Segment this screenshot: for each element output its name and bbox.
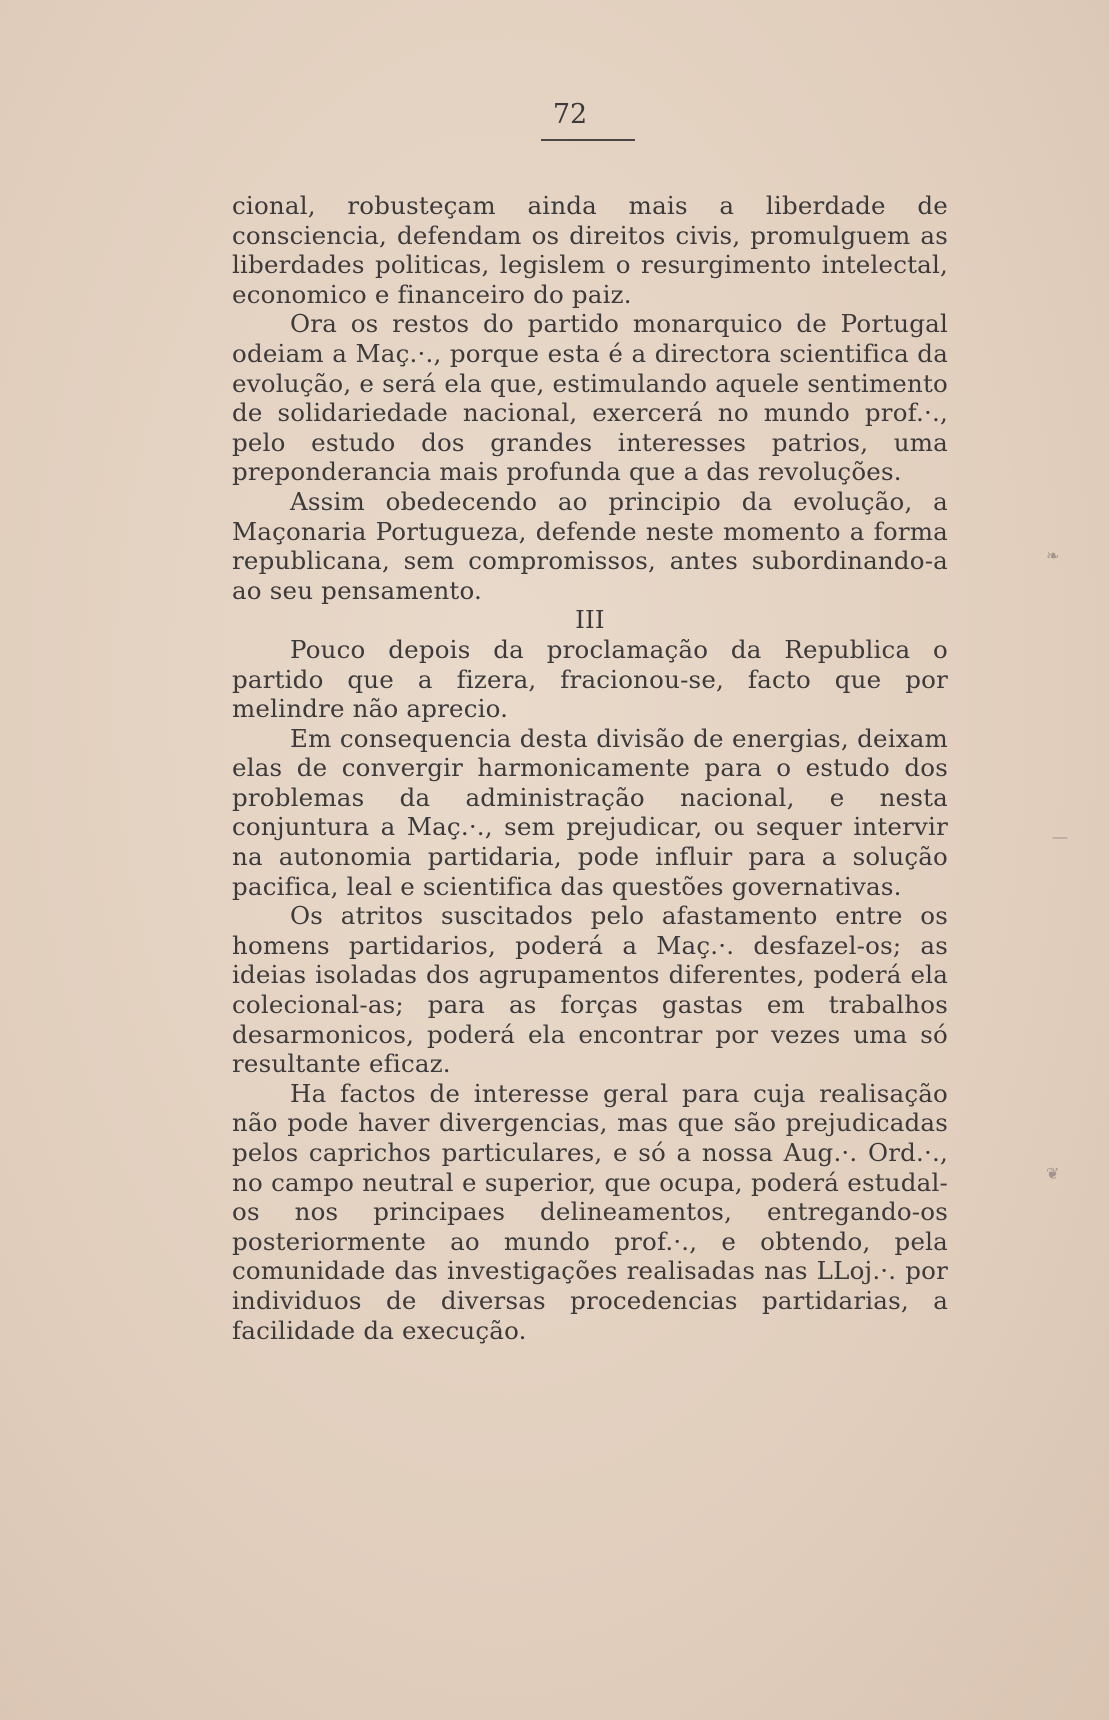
paragraph-7: Ha factos de interesse geral para cuja realisação não pode haver divergencias, mas que são prejudicadas pelos caprichos particulares, e só a nossa Aug.·. Ord.·., no campo neutral e superior, que ocupa, poderá estudal-os nos principaes delineamentos, entregando-os posteriormente ao mundo prof.·., e obtendo, pela comunidade das investigações realisadas nas LLoj.·. por individuos de diversas procedencias partidarias, a facilidade da execução. xyxy=(232,1078,948,1345)
section-heading: III xyxy=(575,605,605,635)
page-number-rule xyxy=(541,139,635,141)
page-number: 72 xyxy=(552,99,588,130)
paragraph-4: Pouco depois da proclamação da Republica o partido que a fizera, fracionou-se, facto que por melindre não aprecio. xyxy=(232,634,948,724)
paragraph-5: Em consequencia desta divisão de energias, deixam elas de convergir harmonicamente para o estudo dos problemas da administração nacional, e nesta conjuntura a Maç.·., sem prejudicar, ou sequer intervir na autonomia partidaria, pode influir para a solução pacifica, leal e scientifica das questões governativas. xyxy=(232,723,948,901)
paragraph-3: Assim obedecendo ao principio da evolução, a Maçonaria Portugueza, defende neste momento a forma republicana, sem compromissos, antes subordinando-a ao seu pensamento. xyxy=(232,486,948,605)
body-text xyxy=(232,191,948,1345)
paragraph-6: Os atritos suscitados pelo afastamento entre os homens partidarios, poderá a Maç.·. desfazel-os; as ideias isoladas dos agrupamentos diferentes, poderá ela colecional-as; para as forças gastas em trabalhos desarmonicos, poderá ela encontrar por vezes uma só resultante eficaz. xyxy=(232,901,948,1079)
paragraph-2: Ora os restos do partido monarquico de Portugal odeiam a Maç.·., porque esta é a directora scientifica da evolução, e será ela que, estimulando aquele sentimento de solidariedade nacional, exercerá no mundo prof.·., pelo estudo dos grandes interesses patrios, uma preponderancia mais profunda que a das revoluções. xyxy=(232,309,948,487)
paper-blemish: ❦ xyxy=(1046,1164,1060,1183)
paragraph-1: cional, robusteçam ainda mais a liberdade de consciencia, defendam os direitos civis, promulguem as liberdades politicas, legislem o resurgimento intelectal, economico e financeiro do paiz. xyxy=(232,191,948,309)
paper-blemish: — xyxy=(1052,827,1068,846)
paper-blemish: ❧ xyxy=(1046,546,1060,565)
